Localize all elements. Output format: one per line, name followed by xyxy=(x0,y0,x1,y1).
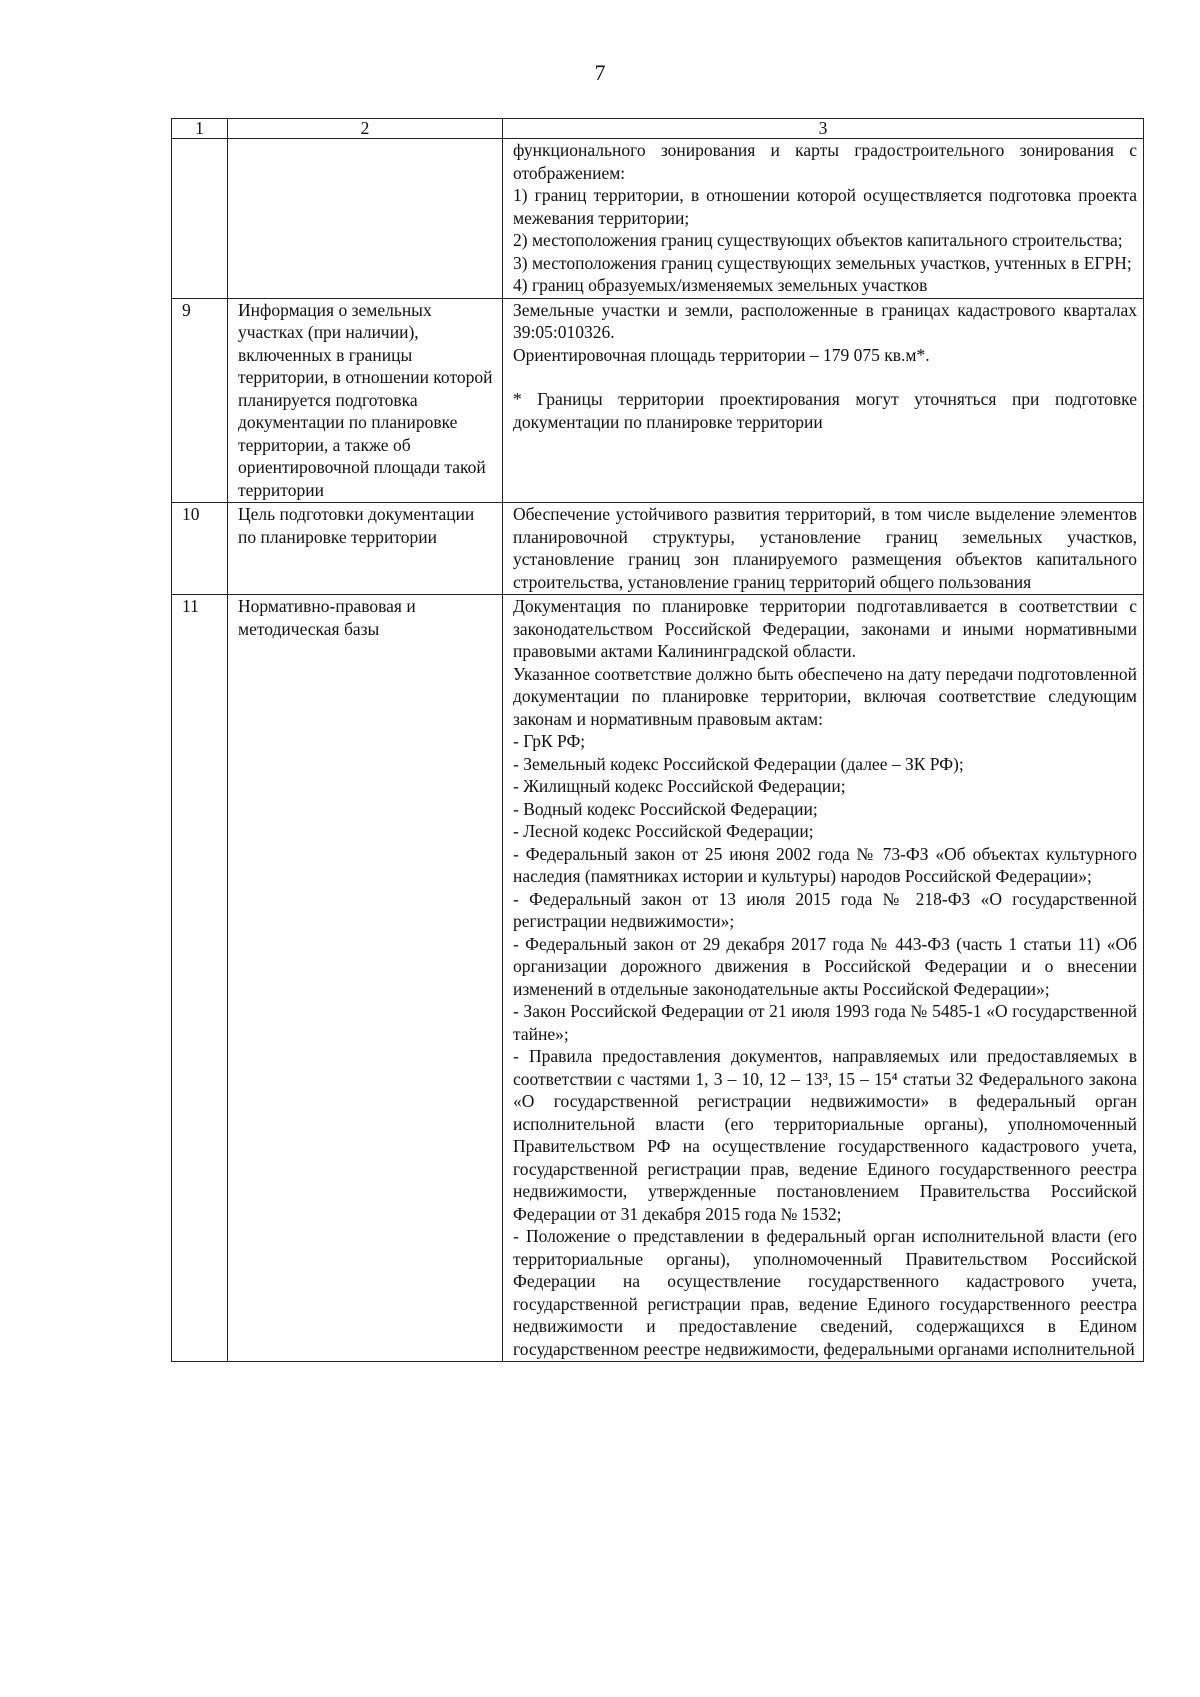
row-description-cell xyxy=(228,139,503,299)
row-description: Нормативно-правовая и методическая базы xyxy=(228,595,503,1362)
row-description: Информация о земельных участках (при наличии), включенных в границы территории, в отношении которой планируется подготовка документации по планировке территории, а также об ориентировочной площади такой территории xyxy=(228,298,503,503)
row-content-cell xyxy=(503,139,1144,299)
table-row-11 xyxy=(172,595,1144,1362)
content-footnote: * Границы территории проектирования могут уточняться при подготовке документации по планировке территории xyxy=(513,389,1137,432)
row-number: 11 xyxy=(172,595,228,1362)
row-content-cell xyxy=(503,298,1144,503)
content-paragraph: 1) границ территории, в отношении которой осуществляется подготовка проекта межевания территории; xyxy=(513,185,1137,228)
list-item: - Жилищный кодекс Российской Федерации; xyxy=(513,776,846,796)
list-item: - Положение о представлении в федеральный орган исполнительной власти (его территориальные органы), уполномоченный Правительством Российской Федерации на осуществление государственного кадастрового учета, государственной регистрации прав, ведение Единого государственного реестра недвижимости и предоставление сведений, содержащихся в Едином государственном реестре недвижимости, федеральными органами исполнительной xyxy=(513,1226,1137,1359)
table-row-10 xyxy=(172,503,1144,595)
list-item: - Правила предоставления документов, направляемых или предоставляемых в соответствии с частями 1, 3 – 10, 12 – 13³, 15 – 15⁴ статьи 32 Федерального закона «О государственной регистрации недвижимости» в федеральный орган исполнительной власти (его территориальные органы), уполномоченный Правительством РФ на осуществление государственного кадастрового учета, государственной регистрации прав, ведение Единого государственного реестра недвижимости, утвержденные постановлением Правительства Российской Федерации от 31 декабря 2015 года № 1532; xyxy=(513,1046,1137,1224)
list-item: - Лесной кодекс Российской Федерации; xyxy=(513,821,814,841)
list-item: - Федеральный закон от 29 декабря 2017 года № 443-ФЗ (часть 1 статьи 11) «Об организации дорожного движения в Российской Федерации и о внесении изменений в отдельные законодательные акты Российской Федерации»; xyxy=(513,933,1137,999)
list-item: - Закон Российской Федерации от 21 июля 1993 года № 5485-1 «О государственной тайне»; xyxy=(513,1001,1137,1044)
row-number-cell xyxy=(172,139,228,299)
content-paragraph: функционального зонирования и карты градостроительного зонирования с отображением: xyxy=(513,140,1137,183)
list-item: - Федеральный закон от 13 июля 2015 года № 218-ФЗ «О государственной регистрации недвижимости»; xyxy=(513,888,1137,931)
content-paragraph: Документация по планировке территории подготавливается в соответствии с законодательством Российской Федерации, законами и иными нормативными правовыми актами Калининградской области. xyxy=(513,596,1137,661)
header-col-3: 3 xyxy=(503,119,1144,139)
row-number: 9 xyxy=(172,298,228,503)
header-col-1: 1 xyxy=(172,119,228,139)
list-item: - ГрК РФ; xyxy=(513,731,586,751)
table-row-continuation xyxy=(172,139,1144,299)
list-item: - Земельный кодекс Российской Федерации (далее – ЗК РФ); xyxy=(513,753,964,774)
list-item: - Федеральный закон от 25 июня 2002 года № 73-ФЗ «Об объектах культурного наследия (памятниках истории и культуры) народов Российской Федерации»; xyxy=(513,843,1137,886)
terms-table xyxy=(171,118,1144,1362)
content-paragraph: Указанное соответствие должно быть обеспечено на дату передачи подготовленной документации по планировке территории, включая соответствие следующим законам и нормативным правовым актам: xyxy=(513,663,1137,729)
row-number: 10 xyxy=(172,503,228,595)
content-paragraph: Земельные участки и земли, расположенные в границах кадастрового кварталах 39:05:010326. xyxy=(513,299,1137,342)
page-number: 7 xyxy=(594,60,606,85)
header-row xyxy=(172,119,1144,139)
content-paragraph: 3) местоположения границ существующих земельных участков, учтенных в ЕГРН; xyxy=(513,252,1132,273)
content-paragraph: Обеспечение устойчивого развития территорий, в том числе выделение элементов планировочной структуры, установление границ земельных участков, установление границ зон планируемого размещения объектов капитального строительства, установление границ территорий общего пользования xyxy=(513,504,1137,592)
row-description: Цель подготовки документации по планировке территории xyxy=(228,503,503,595)
row-content-cell xyxy=(503,595,1144,1362)
row-content-cell xyxy=(503,503,1144,595)
table-row-9 xyxy=(172,298,1144,503)
paragraph-spacer xyxy=(513,366,1137,388)
content-paragraph: Ориентировочная площадь территории – 179 075 кв.м*. xyxy=(513,344,930,365)
content-paragraph: 4) границ образуемых/изменяемых земельных участков xyxy=(513,275,928,295)
content-paragraph: 2) местоположения границ существующих объектов капитального строительства; xyxy=(513,230,1123,250)
list-item: - Водный кодекс Российской Федерации; xyxy=(513,798,818,819)
header-col-2: 2 xyxy=(228,119,503,139)
